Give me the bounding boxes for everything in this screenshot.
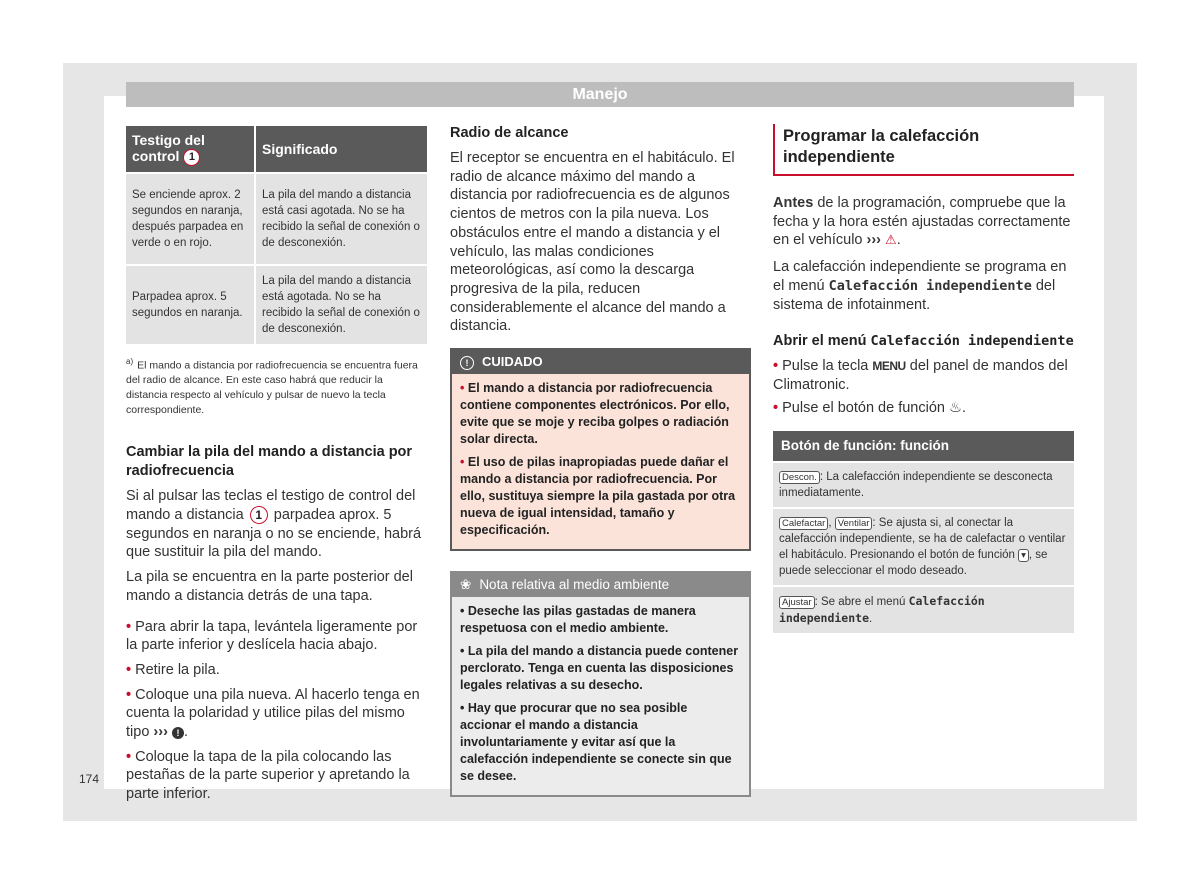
reference-arrow-icon: ››› (153, 724, 168, 741)
battery-paragraph-2: La pila se encuentra en la parte posterior del mando a distancia detrás de una tapa. (126, 569, 413, 604)
page-number: 174 (79, 772, 100, 786)
caution-header: ! CUIDADO (452, 350, 749, 374)
battery-heading: Cambiar la pila del mando a distancia por radiofrecuencia (126, 444, 413, 480)
control-marker-icon: 1 (250, 506, 268, 524)
menu-step: • Pulse la tecla MENU del panel de mandos del Climatronic. (773, 357, 1074, 394)
open-menu-heading: Abrir el menú Calefacción independiente (773, 333, 1074, 350)
function-row: Calefactar , Ventilar : Se ajusta si, al conectar la calefacción independiente, se ha de calefactar o ventilar el habitáculo. Presionando el botón de función ▾ , se puede seleccionar el modo deseado. (773, 507, 1074, 585)
battery-paragraph-1: Si al pulsar las teclas el testigo de control del mando a distancia 1 parpadea aprox. 5 segundos en naranja o no se enciende, habrá que sustituir la pila del mando. (126, 488, 422, 561)
reference-arrow-icon: ››› (866, 232, 882, 249)
caution-item: • El uso de pilas inapropiadas puede dañar el mando a distancia por radiofrecuencia. Por ello, sustituya siempre la pila gastada por otra nueva de igual intensidad, tamaño y especificación. (460, 454, 741, 539)
section-header: Manejo (126, 82, 1074, 107)
button-label: Descon. (779, 471, 820, 484)
table-header-indicator: Testigo del control 1 (126, 126, 255, 173)
environment-item: • La pila del mando a distancia puede contener perclorato. Tenga en cuenta las disposiciones legales relativas a su desecho. (460, 644, 739, 693)
heater-icon: ♨ (948, 399, 962, 416)
column-left (126, 126, 427, 804)
warning-triangle-icon: ⚠ (885, 232, 897, 248)
table-row (126, 265, 427, 344)
caution-box (450, 348, 751, 551)
function-row: Ajustar : Se abre el menú Calefacción independiente. (773, 585, 1074, 633)
menu-step: • Pulse el botón de función ♨. (773, 399, 1074, 418)
function-row: Descon. : La calefacción independiente se desconecta inmediatamente. (773, 461, 1074, 507)
button-label: Ventilar (835, 517, 873, 530)
program-paragraph-1: Antes de la programación, compruebe que la fecha y la hora estén ajustadas correctamente en el vehículo ››› ⚠. (773, 195, 1071, 249)
environment-box (450, 571, 751, 797)
button-label: Ajustar (779, 596, 815, 609)
table-cell-status: Se enciende aprox. 2 segundos en naranja, después parpadea en verde o en rojo. (126, 173, 255, 265)
table-cell-meaning: La pila del mando a distancia está agotada. No se ha recibido la señal de conexión o de desconexión. (255, 265, 427, 344)
caution-icon: ! (172, 727, 184, 739)
control-marker-icon: 1 (183, 149, 200, 166)
range-paragraph: El receptor se encuentra en el habitáculo. El radio de alcance máximo del mando a distancia por radiofrecuencia es de algunos cientos de metros con la pila nueva. Los obstáculos entre el mando a distancia y el vehículo, las malas condiciones meteorológicas, así como la descarga progresiva de la pila, reducen considerablemente el alcance del mando a distancia. (450, 150, 735, 335)
status-table (126, 126, 427, 344)
column-middle (450, 124, 751, 797)
caution-item: • El mando a distancia por radiofrecuencia contiene componentes electrónicos. Por ello, evite que se moje y reciba golpes o radiación solar directa. (460, 380, 741, 448)
function-table-header: Botón de función: función (773, 431, 1074, 461)
table-header-meaning: Significado (255, 126, 427, 173)
program-title-box (773, 124, 1074, 176)
footnote: $^{a)}$ El mando a distancia por radiofrecuencia se encuentra fuera del radio de alcance. En este caso habrá que reducir la distancia respecto al vehículo y pulsar de nuevo la tecla correspondiente. (126, 356, 418, 417)
battery-step: • Coloque la tapa de la pila colocando las pestañas de la parte superior y apretando la parte inferior. (126, 748, 427, 804)
chevron-down-icon: ▾ (1018, 549, 1029, 562)
caution-icon: ! (460, 356, 474, 370)
battery-step: • Coloque una pila nueva. Al hacerlo tenga en cuenta la polaridad y utilice pilas del mismo tipo ››› ! . (126, 686, 427, 742)
range-heading: Radio de alcance (450, 125, 569, 141)
flower-icon: ❀ (460, 577, 472, 593)
table-cell-meaning: La pila del mando a distancia está casi agotada. No se ha recibido la señal de conexión o de desconexión. (255, 173, 427, 265)
environment-header: ❀ Nota relativa al medio ambiente (452, 573, 749, 597)
environment-item: • Hay que procurar que no sea posible accionar el mando a distancia involuntariamente y evitar así que la calefacción independiente se conecte sin que se desee. (460, 701, 732, 784)
column-right (773, 124, 1074, 633)
program-paragraph-2: La calefacción independiente se programa en el menú Calefacción independiente del sistema de infotainment. (773, 259, 1067, 313)
button-label: Calefactar (779, 517, 828, 530)
battery-step: • Retire la pila. (126, 661, 427, 680)
battery-step: • Para abrir la tapa, levántela ligeramente por la parte inferior y deslícela hacia abajo. (126, 618, 427, 655)
environment-item: • Deseche las pilas gastadas de manera respetuosa con el medio ambiente. (460, 604, 696, 636)
menu-key-icon: MENU (872, 359, 906, 374)
table-row (126, 173, 427, 265)
program-title: Programar la calefacción independiente (783, 127, 980, 166)
table-cell-status: Parpadea aprox. 5 segundos en naranja. (126, 265, 255, 344)
